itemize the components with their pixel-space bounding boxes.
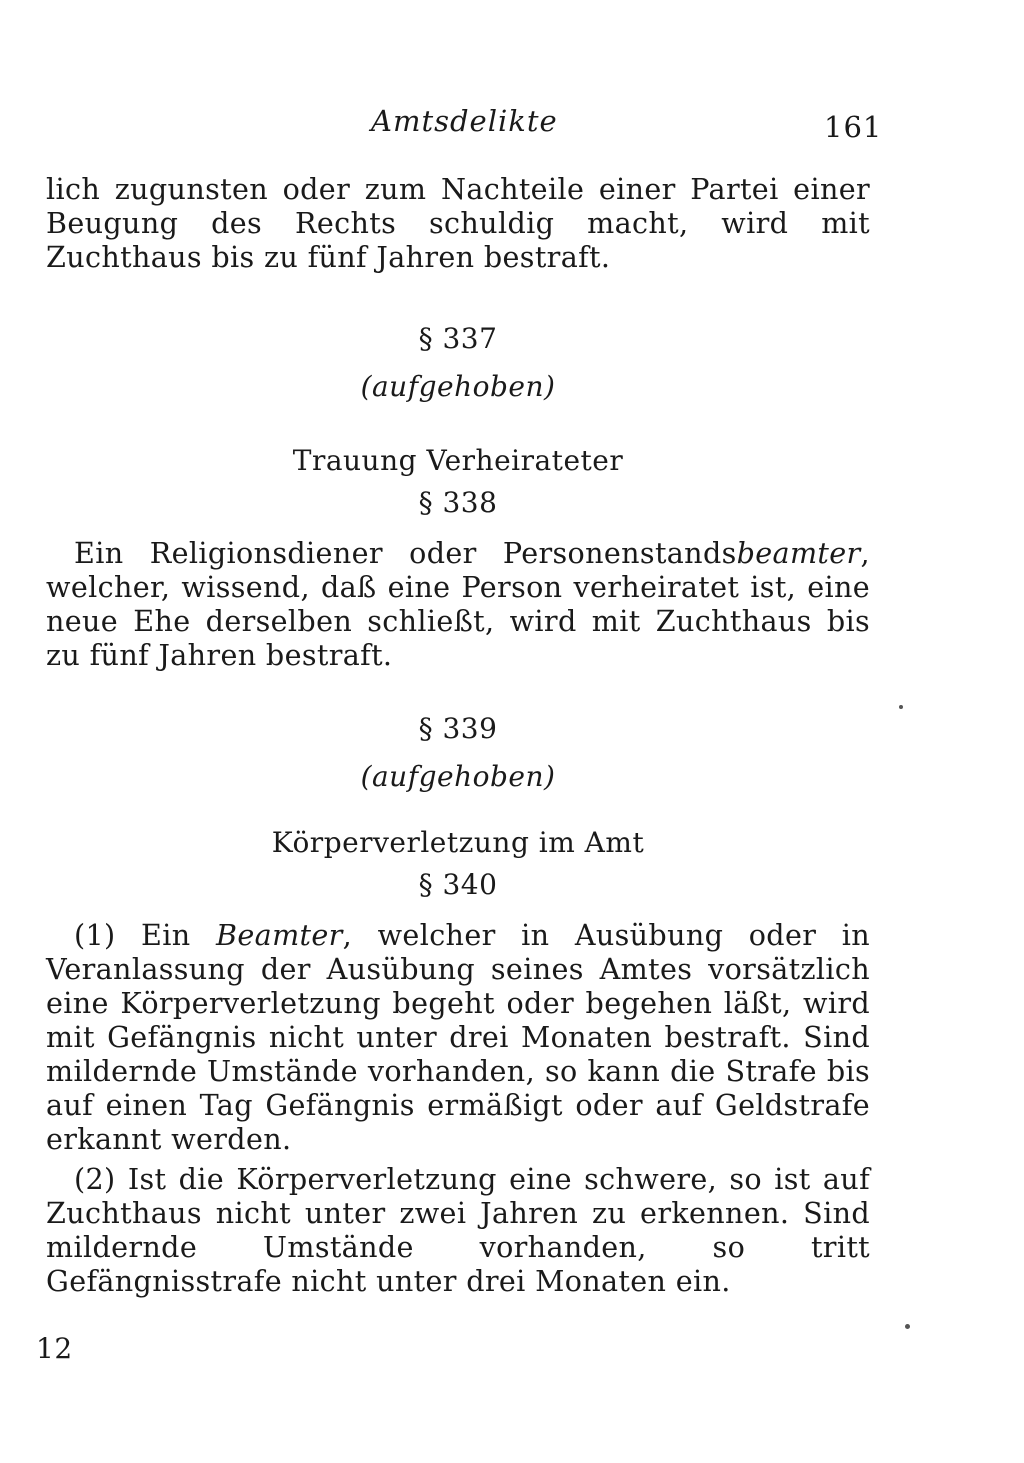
section-340-para1-prefix: (1) Ein bbox=[74, 918, 217, 952]
running-title: Amtsdelikte bbox=[371, 104, 558, 138]
section-340-number: § 340 bbox=[418, 868, 498, 901]
section-340-paragraph-1 bbox=[46, 918, 870, 1156]
signature-mark: 12 bbox=[36, 1332, 73, 1365]
section-339-number: § 339 bbox=[418, 712, 498, 745]
section-339-status: (aufgehoben) bbox=[360, 760, 556, 793]
section-338-body bbox=[46, 536, 870, 672]
section-338-text-before: Ein Religionsdiener oder Personenstands bbox=[74, 536, 737, 570]
section-338-number: § 338 bbox=[418, 486, 498, 519]
section-338-paragraph bbox=[46, 536, 870, 672]
section-337-number: § 337 bbox=[418, 322, 498, 355]
section-338-text-after: , welcher, wissend, daß eine Person verheiratet ist, eine neue Ehe derselben schließt, wird mit Zuchthaus bis zu fünf Jahren bestraft. bbox=[46, 536, 870, 672]
section-337-status: (aufgehoben) bbox=[360, 370, 556, 403]
page-header bbox=[0, 104, 1024, 148]
continuation-paragraph bbox=[46, 172, 870, 274]
print-speck bbox=[905, 1324, 910, 1329]
section-340-heading: Körperverletzung im Amt bbox=[271, 826, 645, 859]
section-340-paragraph-2: (2) Ist die Körperverletzung eine schwere, so ist auf Zuchthaus nicht unter zwei Jahren zu erkennen. Sind mildernde Umstände vorhanden, so tritt Gefängnisstrafe nicht unter drei Monaten ein. bbox=[46, 1162, 870, 1298]
section-338-heading: Trauung Verheirateter bbox=[292, 444, 624, 477]
section-340-para1-text: , welcher in Ausübung oder in Veranlassung der Ausübung seines Amtes vorsätzlich eine Körperverletzung begeht oder begehen läßt, wird mit Gefängnis nicht unter drei Monaten bestraft. Sind mildernde Umstände vorhanden, so kann die Strafe bis auf einen Tag Gefängnis ermäßigt oder auf Geldstrafe erkannt werden. bbox=[46, 918, 870, 1156]
print-speck bbox=[899, 705, 903, 709]
section-338-text-italic: beamter bbox=[736, 536, 861, 570]
section-340-para1-italic: Beamter bbox=[216, 918, 343, 952]
section-340-body bbox=[46, 918, 870, 1298]
continuation-text: lich zugunsten oder zum Nachteile einer Partei einer Beugung des Rechts schuldig macht, wird mit Zuchthaus bis zu fünf Jahren bestraft. bbox=[46, 172, 870, 274]
page-number: 161 bbox=[824, 110, 883, 144]
